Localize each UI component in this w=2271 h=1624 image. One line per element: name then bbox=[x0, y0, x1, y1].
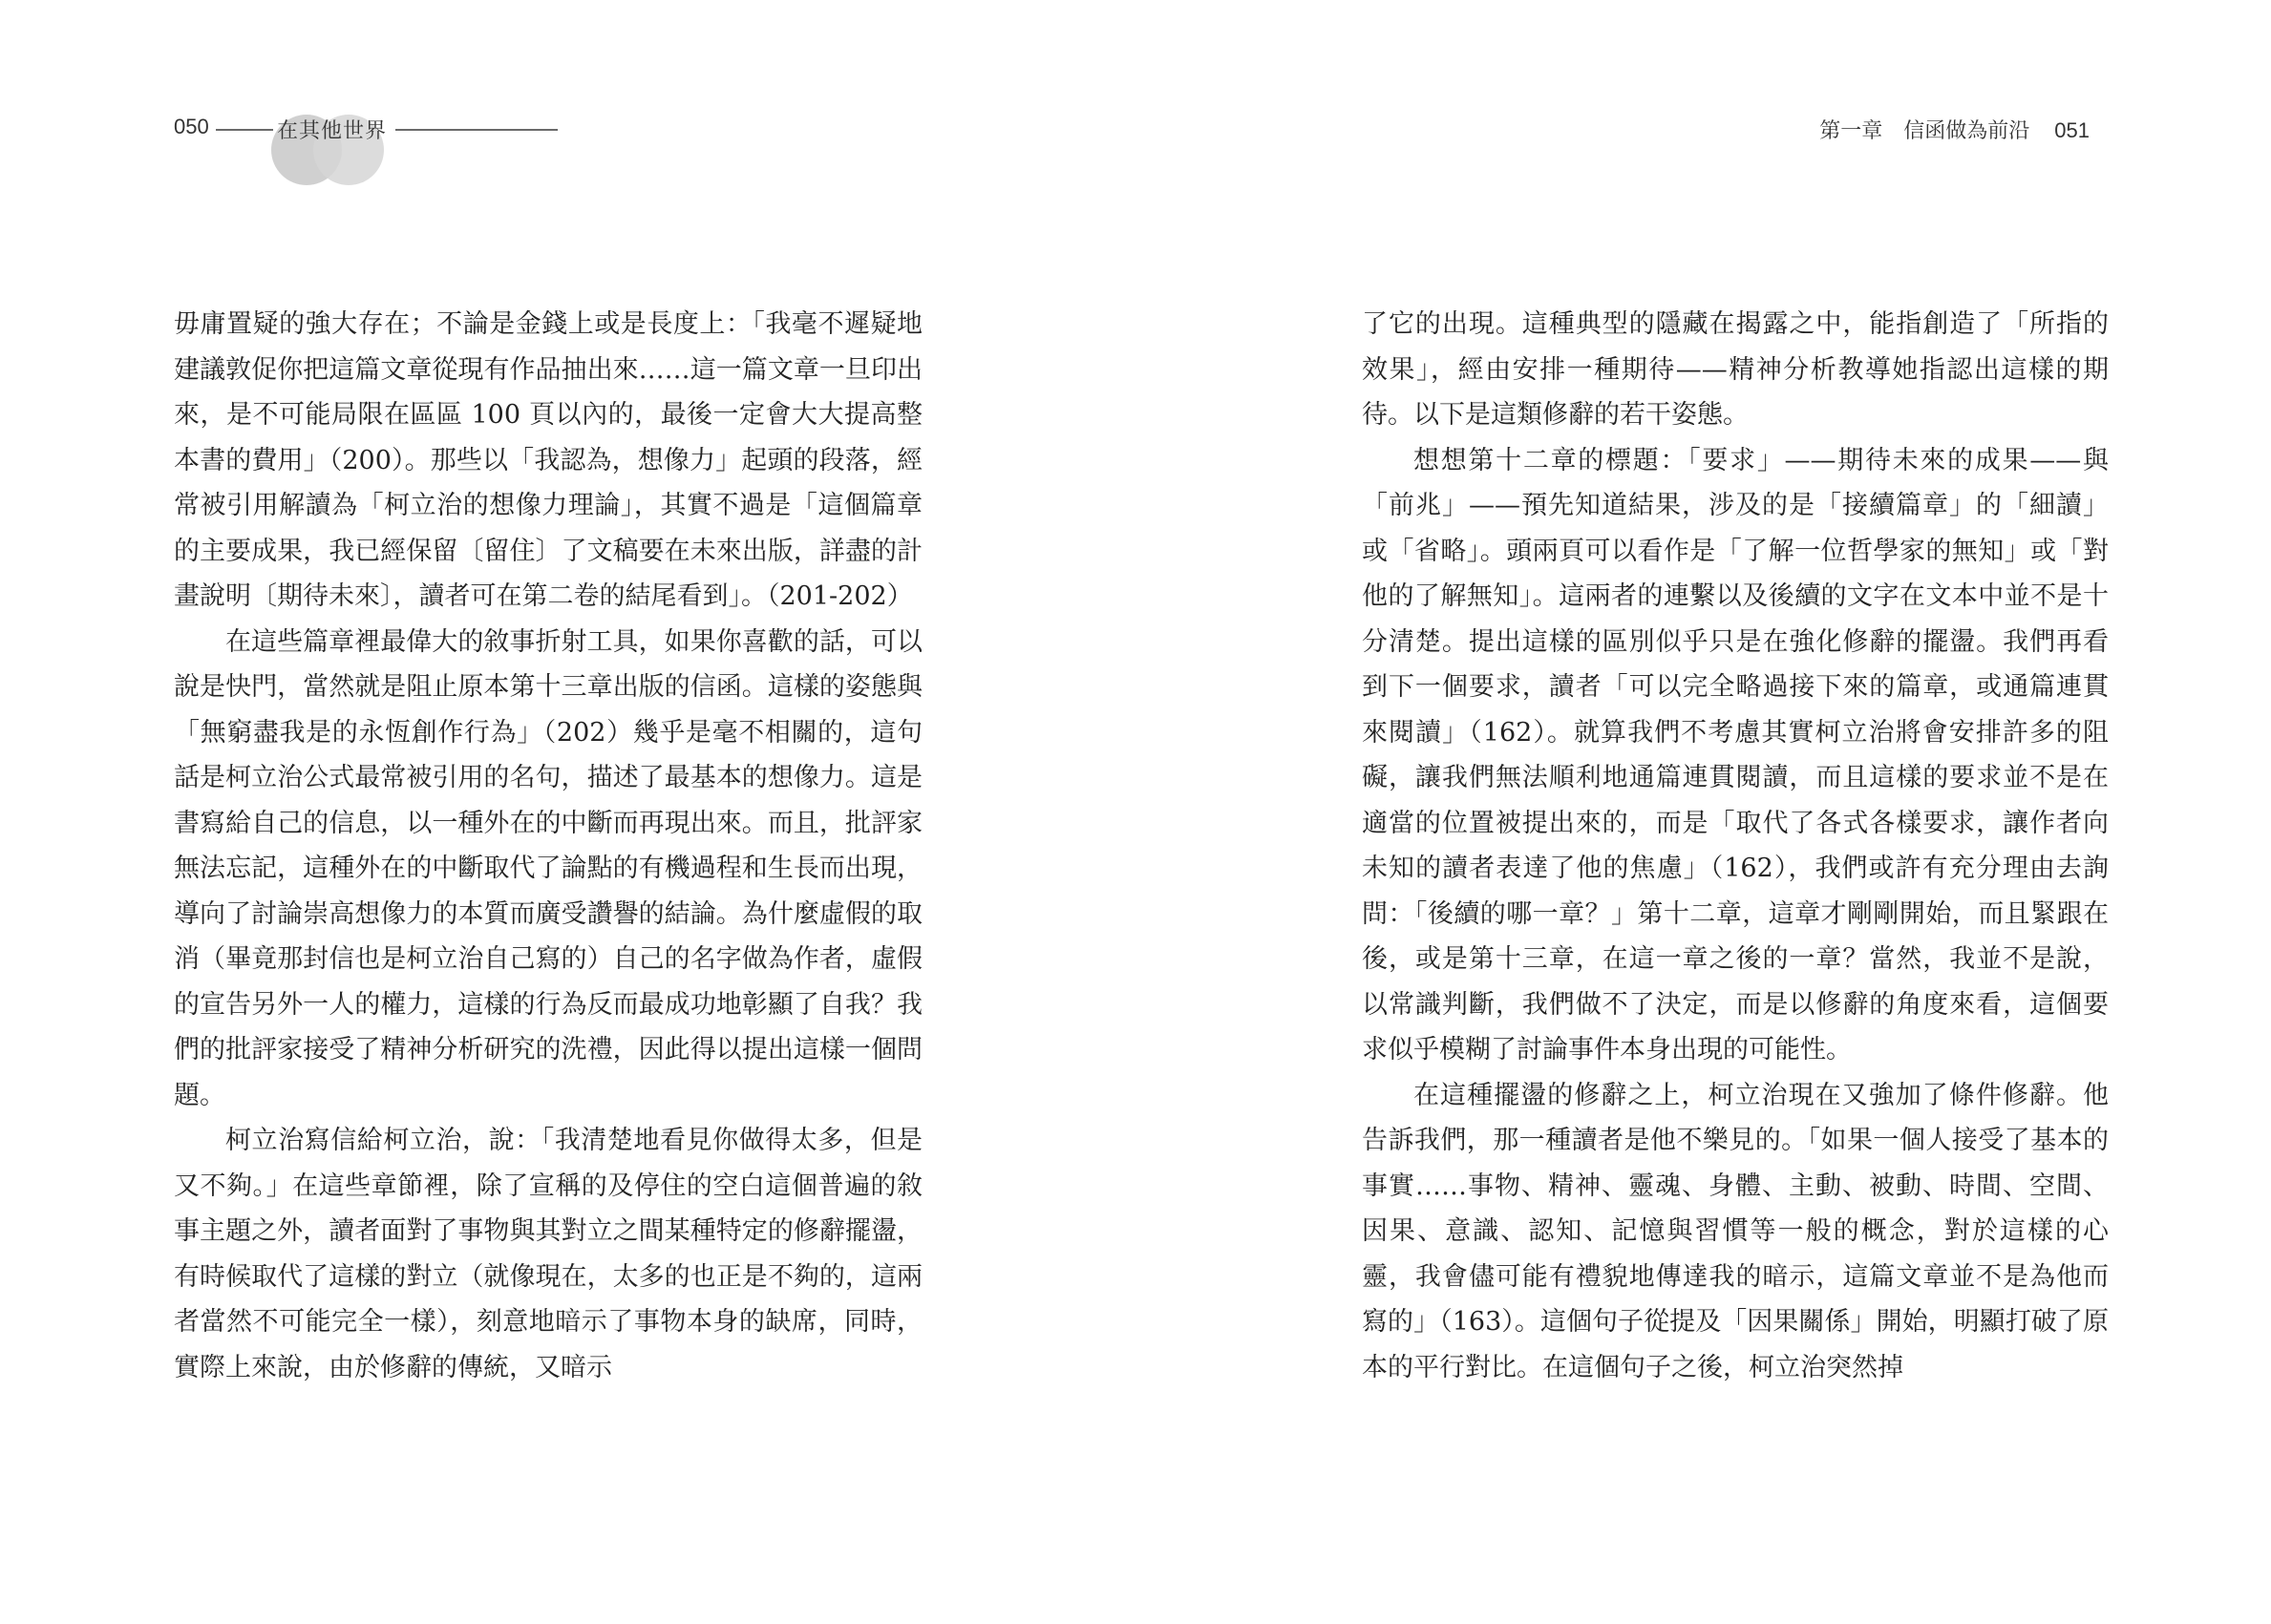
left-page-number: 050 bbox=[174, 115, 209, 138]
paragraph: 毋庸置疑的強大存在；不論是金錢上或是長度上：「我毫不遲疑地建議敦促你把這篇文章從現有作品抽出來……這一篇文章一旦印出來，是不可能局限在區區 100 頁以內的，最後一定會大大提高整本書的費用」（200）。那些以「我認為，想像力」起頭的段落，經常被引用解讀為「柯立治的想像力理論」，其實不過是「這個篇章的主要成果，我已經保留〔留住〕了文稿要在未來出版，詳盡的計畫說明〔期待未來〕，讀者可在第二卷的結尾看到」。（201-202） bbox=[174, 309, 923, 611]
left-running-header bbox=[174, 107, 575, 164]
right-body-text bbox=[1362, 302, 2109, 1390]
header-rule bbox=[216, 129, 273, 131]
chapter-title: 信函做為前沿 bbox=[1903, 119, 2030, 143]
left-body-text bbox=[174, 302, 923, 1390]
paragraph: 在這種擺盪的修辭之上，柯立治現在又強加了條件修辭。他告訴我們，那一種讀者是他不樂見的。「如果一個人接受了基本的事實……事物、精神、靈魂、身體、主動、被動、時間、空間、因果、意識、認知、記憶與習慣等一般的概念，對於這樣的心靈，我會儘可能有禮貌地傳達我的暗示，這篇文章並不是為他而寫的」（163）。這個句子從提及「因果關係」開始，明顯打破了原本的平行對比。在這個句子之後，柯立治突然掉 bbox=[1362, 1080, 2109, 1382]
header-rule bbox=[395, 129, 558, 131]
paragraph: 了它的出現。這種典型的隱藏在揭露之中，能指創造了「所指的效果」，經由安排一種期待——精神分析教導她指認出這樣的期待。以下是這類修辭的若干姿態。 bbox=[1362, 309, 2109, 430]
right-running-header bbox=[1798, 115, 2090, 144]
book-title: 在其他世界 bbox=[277, 119, 388, 143]
paragraph: 柯立治寫信給柯立治，說：「我清楚地看見你做得太多，但是又不夠。」在這些章節裡，除了宣稱的及停住的空白這個普遍的敘事主題之外，讀者面對了事物與其對立之間某種特定的修辭擺盪，有時候取代了這樣的對立（就像現在，太多的也正是不夠的，這兩者當然不可能完全一樣），刻意地暗示了事物本身的缺席，同時，實際上來說，由於修辭的傳統，又暗示 bbox=[174, 1126, 923, 1382]
paragraph: 想想第十二章的標題：「要求」——期待未來的成果——與「前兆」——預先知道結果，涉及的是「接續篇章」的「細讀」或「省略」。頭兩頁可以看作是「了解一位哲學家的無知」或「對他的了解無知」。這兩者的連繫以及後續的文字在文本中並不是十分清楚。提出這樣的區別似乎只是在強化修辭的擺盪。我們再看到下一個要求，讀者「可以完全略過接下來的篇章，或通篇連貫來閱讀」（162）。就算我們不考慮其實柯立治將會安排許多的阻礙，讓我們無法順利地通篇連貫閱讀，而且這樣的要求並不是在適當的位置被提出來的，而是「取代了各式各樣要求，讓作者向未知的讀者表達了他的焦慮」（162），我們或許有充分理由去詢問：「後續的哪一章？」第十二章，這章才剛剛開始，而且緊跟在後，或是第十三章，在這一章之後的一章？當然，我並不是說，以常識判斷，我們做不了決定，而是以修辭的角度來看，這個要求似乎模糊了討論事件本身出現的可能性。 bbox=[1362, 445, 2109, 1065]
right-page-number: 051 bbox=[2054, 118, 2090, 142]
paragraph: 在這些篇章裡最偉大的敘事折射工具，如果你喜歡的話，可以說是快門，當然就是阻止原本第十三章出版的信函。這樣的姿態與「無窮盡我是的永恆創作行為」（202）幾乎是毫不相關的，這句話是柯立治公式最常被引用的名句，描述了最基本的想像力。這是書寫給自己的信息，以一種外在的中斷而再現出來。而且，批評家無法忘記，這種外在的中斷取代了論點的有機過程和生長而出現，導向了討論崇高想像力的本質而廣受讚譽的結論。為什麼虛假的取消（畢竟那封信也是柯立治自己寫的）自己的名字做為作者，虛假的宣告另外一人的權力，這樣的行為反而最成功地彰顯了自我？我們的批評家接受了精神分析研究的洗禮，因此得以提出這樣一個問題。 bbox=[174, 626, 923, 1110]
right-page bbox=[1136, 0, 2271, 1624]
chapter-label: 第一章 bbox=[1819, 119, 1883, 143]
